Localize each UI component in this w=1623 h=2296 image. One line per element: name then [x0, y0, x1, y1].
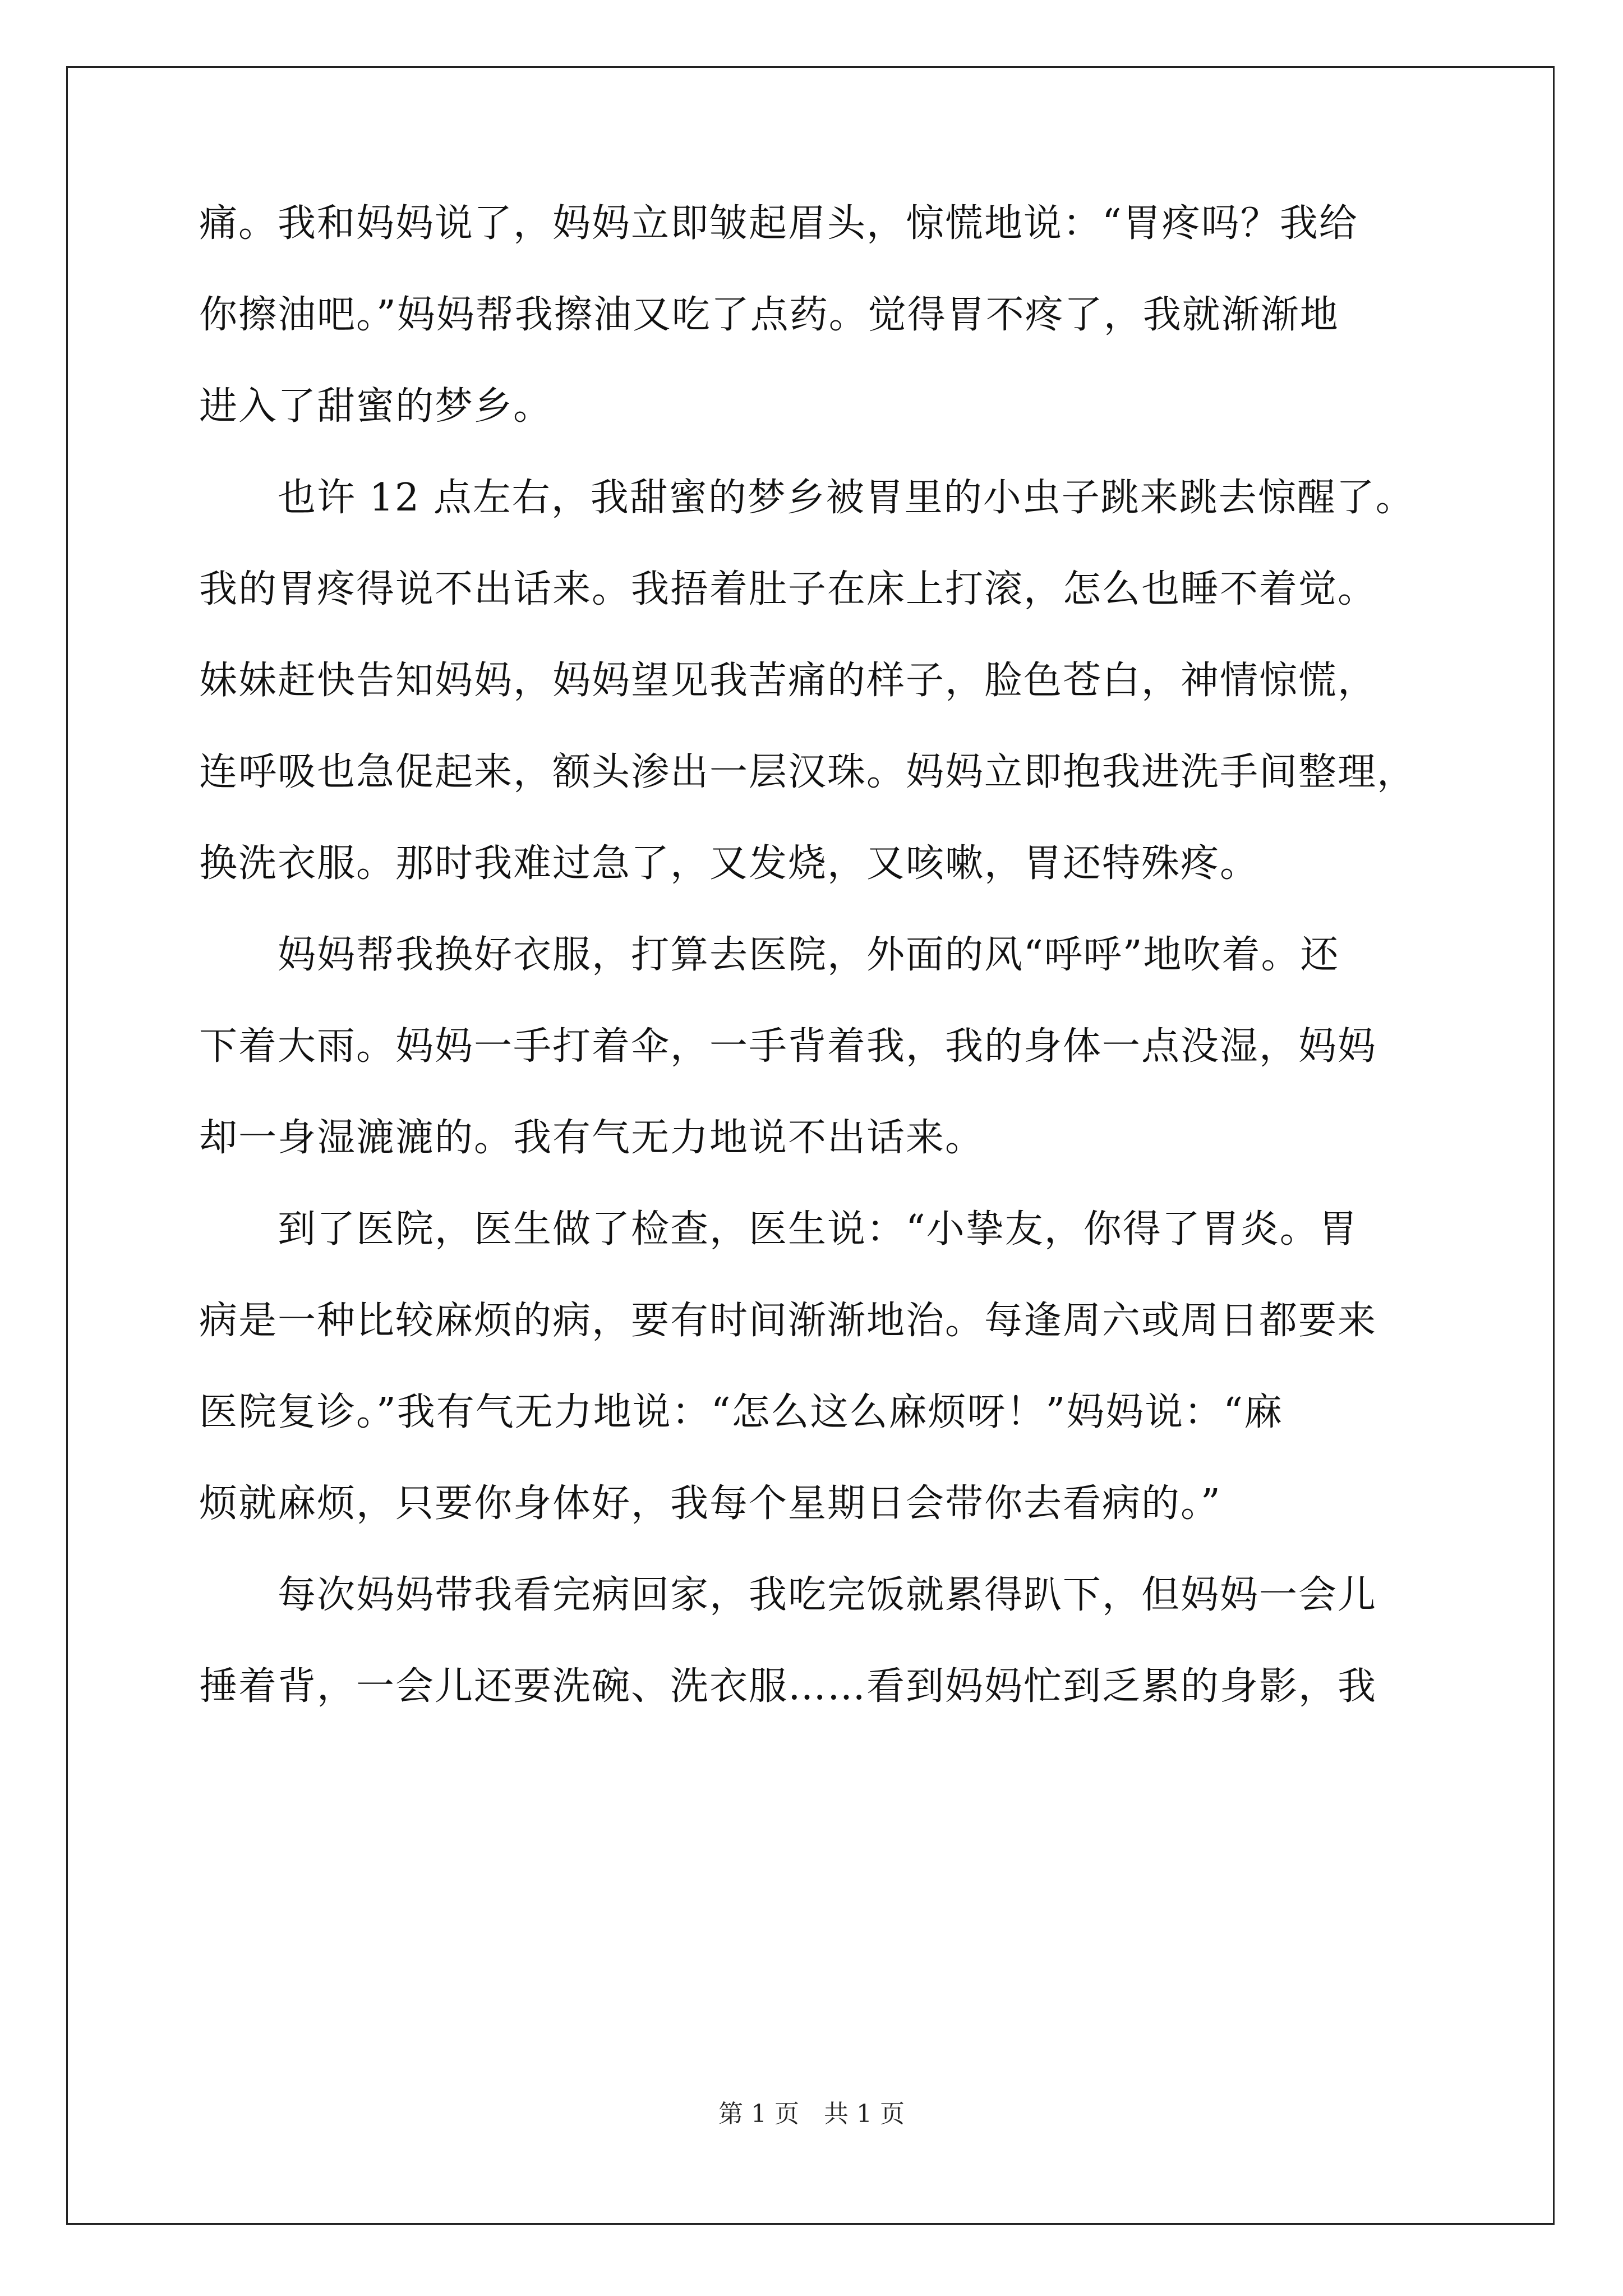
text-line: 换洗衣服。那时我难过急了，又发烧，又咳嗽，胃还特殊疼。	[199, 841, 1260, 886]
text-line: 妹妹赶快告知妈妈，妈妈望见我苦痛的样子，脸色苍白，神情惊慌，	[199, 659, 1377, 703]
text-line: 捶着背，一会儿还要洗碗、洗衣服……看到妈妈忙到乏累的身影，我	[199, 1664, 1377, 1709]
text-line: 妈妈帮我换好衣服，打算去医院，外面的风“呼呼”地吹着。还	[199, 933, 1340, 977]
text-line: 到了医院，医生做了检查，医生说：“小挚友，你得了胃炎。胃	[199, 1207, 1358, 1251]
text-line: 病是一种比较麻烦的病，要有时间渐渐地治。每逢周六或周日都要来	[199, 1299, 1377, 1343]
text-line: 却一身湿漉漉的。我有气无力地说不出话来。	[199, 1116, 985, 1160]
text-line: 我的胃疼得说不出话来。我捂着肚子在床上打滚，怎么也睡不着觉。	[199, 567, 1377, 611]
text-line: 你擦油吧。”妈妈帮我擦油又吃了点药。觉得胃不疼了，我就渐渐地	[199, 293, 1339, 337]
document-body	[199, 201, 1433, 1709]
page-number: 第 1 页 共 1 页	[718, 2100, 905, 2128]
text-line: 痛。我和妈妈说了，妈妈立即皱起眉头，惊慌地说：“胃疼吗？我给	[199, 201, 1358, 246]
text-line: 下着大雨。妈妈一手打着伞，一手背着我，我的身体一点没湿，妈妈	[199, 1024, 1377, 1069]
text-line: 烦就麻烦，只要你身体好，我每个星期日会带你去看病的。”	[199, 1481, 1221, 1526]
text-line: 进入了甜蜜的梦乡。	[199, 384, 553, 429]
text-line: 每次妈妈带我看完病回家，我吃完饭就累得趴下，但妈妈一会儿	[199, 1573, 1377, 1617]
text-line: 连呼吸也急促起来，额头渗出一层汉珠。妈妈立即抱我进洗手间整理，	[199, 750, 1417, 794]
text-line: 医院复诊。”我有气无力地说：“怎么这么麻烦呀！”妈妈说：“麻	[199, 1390, 1284, 1434]
text-line: 也许 12 点左右，我甜蜜的梦乡被胃里的小虫子跳来跳去惊醒了。	[199, 476, 1415, 520]
